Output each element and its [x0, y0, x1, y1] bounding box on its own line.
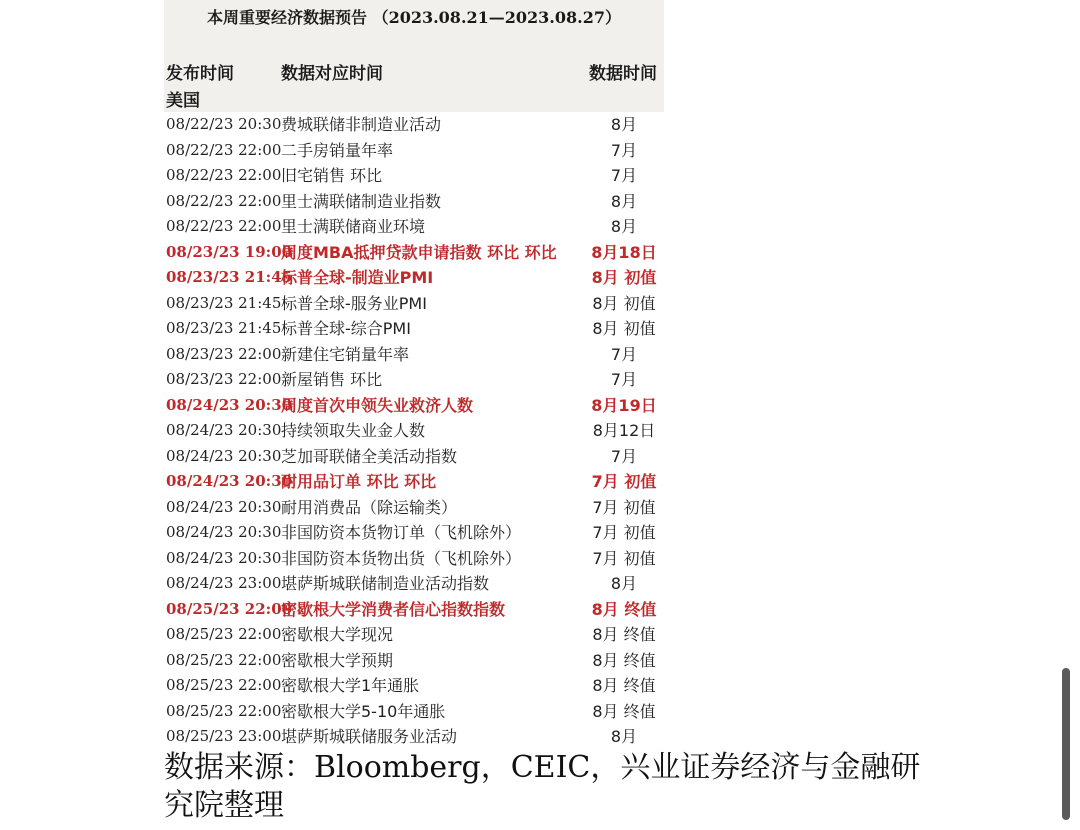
row-period: 8月 — [610, 217, 638, 236]
row-release-time: 08/25/23 22:00 — [166, 650, 282, 669]
row-data-name: 新屋销售 环比 — [281, 370, 383, 389]
table-row — [164, 724, 664, 750]
table-title: 本周重要经济数据预告 （2023.08.21—2023.08.27） — [207, 8, 621, 27]
table-row — [164, 112, 664, 138]
row-release-time: 08/25/23 23:00 — [166, 727, 282, 745]
table-row — [164, 648, 664, 674]
row-data-name: 耐用消费品（除运输类） — [281, 497, 458, 517]
row-release-time: 08/24/23 20:30 — [166, 421, 282, 439]
row-period: 7月 初值 — [592, 548, 656, 568]
row-release-time: 08/23/23 22:00 — [166, 344, 282, 363]
row-period: 8月 — [610, 115, 638, 134]
row-data-name: 里士满联储制造业指数 — [281, 191, 442, 211]
row-period: 8月 终值 — [592, 701, 656, 721]
row-data-name: 旧宅销售 环比 — [281, 166, 383, 185]
row-data-name: 标普全球-综合PMI — [281, 319, 411, 338]
row-release-time: 08/25/23 22:00 — [166, 625, 282, 643]
row-data-name: 持续领取失业金人数 — [281, 421, 426, 440]
row-period: 8月18日 — [591, 242, 657, 262]
table-row — [164, 265, 664, 291]
row-data-name: 密歇根大学消费者信心指数指数 — [281, 599, 506, 619]
row-release-time: 08/25/23 22:00 — [166, 701, 282, 720]
row-period: 7月 — [610, 140, 638, 160]
row-release-time: 08/24/23 20:30 — [166, 523, 282, 541]
region-label: 美国 — [166, 91, 200, 111]
row-data-name: 二手房销量年率 — [281, 140, 394, 160]
row-period: 7月 — [610, 166, 638, 185]
row-release-time: 08/22/23 22:00 — [166, 191, 282, 210]
table-row — [164, 214, 664, 240]
row-release-time: 08/24/23 20:30 — [166, 472, 293, 490]
row-data-name: 密歇根大学1年通胀 — [281, 676, 420, 695]
row-data-name: 密歇根大学5-10年通胀 — [281, 701, 446, 721]
row-release-time: 08/23/23 21:45 — [166, 293, 282, 312]
row-data-name: 耐用品订单 环比 环比 — [281, 472, 437, 491]
table-row — [164, 367, 664, 393]
table-row — [164, 291, 664, 317]
row-release-time: 08/23/23 22:00 — [166, 370, 282, 388]
table-row — [164, 240, 664, 266]
table-row — [164, 138, 664, 164]
row-period: 8月 终值 — [592, 625, 656, 644]
row-period: 8月 — [610, 727, 638, 746]
row-release-time: 08/22/23 20:30 — [166, 115, 282, 133]
table-row — [164, 316, 664, 342]
row-data-name: 非国防资本货物订单（飞机除外） — [281, 523, 522, 542]
column-period: 数据时间 — [589, 64, 657, 84]
row-data-name: 标普全球-制造业PMI — [281, 268, 434, 287]
column-release-time: 发布时间 — [166, 64, 234, 84]
row-period: 8月 终值 — [592, 676, 656, 695]
row-period: 8月 — [610, 191, 638, 211]
row-data-name: 标普全球-服务业PMI — [281, 293, 427, 313]
row-period: 7月 初值 — [592, 523, 656, 542]
row-release-time: 08/22/23 22:00 — [166, 217, 282, 235]
row-release-time: 08/24/23 20:30 — [166, 497, 282, 516]
row-period: 7月 — [610, 344, 638, 364]
row-data-name: 费城联储非制造业活动 — [281, 115, 442, 134]
row-release-time: 08/24/23 20:30 — [166, 395, 293, 414]
row-period: 8月 初值 — [592, 319, 656, 338]
table-row — [164, 393, 664, 419]
table-row — [164, 163, 664, 189]
table-row — [164, 418, 664, 444]
row-period: 8月 终值 — [591, 599, 657, 619]
row-data-name: 堪萨斯城联储服务业活动 — [281, 727, 458, 746]
table-header-box — [164, 0, 664, 112]
table-row — [164, 597, 664, 623]
row-release-time: 08/23/23 21:45 — [166, 268, 293, 286]
row-data-name: 周度MBA抵押贷款申请指数 环比 环比 — [281, 242, 557, 262]
row-period: 8月 — [610, 574, 638, 593]
row-period: 8月19日 — [591, 395, 657, 415]
table-row — [164, 469, 664, 495]
row-data-name: 密歇根大学现况 — [281, 625, 394, 644]
data-table-body — [164, 112, 664, 750]
row-data-name: 非国防资本货物出货（飞机除外） — [281, 548, 522, 568]
scrollbar-thumb[interactable] — [1062, 668, 1070, 820]
row-period: 7月 — [610, 446, 638, 466]
table-row — [164, 546, 664, 572]
table-row — [164, 699, 664, 725]
row-data-name: 周度首次申领失业救济人数 — [281, 395, 474, 415]
row-period: 7月 — [610, 370, 638, 389]
row-release-time: 08/24/23 20:30 — [166, 446, 282, 465]
row-release-time: 08/24/23 23:00 — [166, 574, 282, 592]
row-release-time: 08/25/23 22:00 — [166, 676, 282, 694]
table-row — [164, 622, 664, 648]
row-period: 8月 初值 — [591, 268, 657, 287]
table-row — [164, 673, 664, 699]
row-release-time: 08/25/23 22:00 — [166, 599, 293, 618]
row-release-time: 08/22/23 22:00 — [166, 140, 282, 159]
row-data-name: 芝加哥联储全美活动指数 — [281, 446, 458, 466]
row-release-time: 08/24/23 20:30 — [166, 548, 282, 567]
table-row — [164, 189, 664, 215]
source-note: 数据来源：Bloomberg，CEIC，兴业证券经济与金融研究院整理 — [164, 750, 921, 823]
row-release-time: 08/22/23 22:00 — [166, 166, 282, 184]
row-release-time: 08/23/23 19:00 — [166, 242, 293, 261]
row-release-time: 08/23/23 21:45 — [166, 319, 282, 337]
table-row — [164, 520, 664, 546]
row-data-name: 里士满联储商业环境 — [281, 217, 426, 236]
row-data-name: 新建住宅销量年率 — [281, 344, 410, 364]
row-period: 8月 终值 — [592, 650, 656, 670]
row-period: 7月 初值 — [592, 497, 656, 517]
row-period: 8月 初值 — [592, 293, 656, 313]
row-period: 8月12日 — [592, 421, 656, 440]
table-row — [164, 495, 664, 521]
table-row — [164, 444, 664, 470]
row-period: 7月 初值 — [591, 472, 657, 491]
data-table-header — [164, 0, 664, 112]
column-data-name: 数据对应时间 — [281, 64, 383, 84]
table-row — [164, 342, 664, 368]
row-data-name: 堪萨斯城联储制造业活动指数 — [281, 574, 490, 593]
row-data-name: 密歇根大学预期 — [281, 650, 394, 670]
table-row — [164, 571, 664, 597]
